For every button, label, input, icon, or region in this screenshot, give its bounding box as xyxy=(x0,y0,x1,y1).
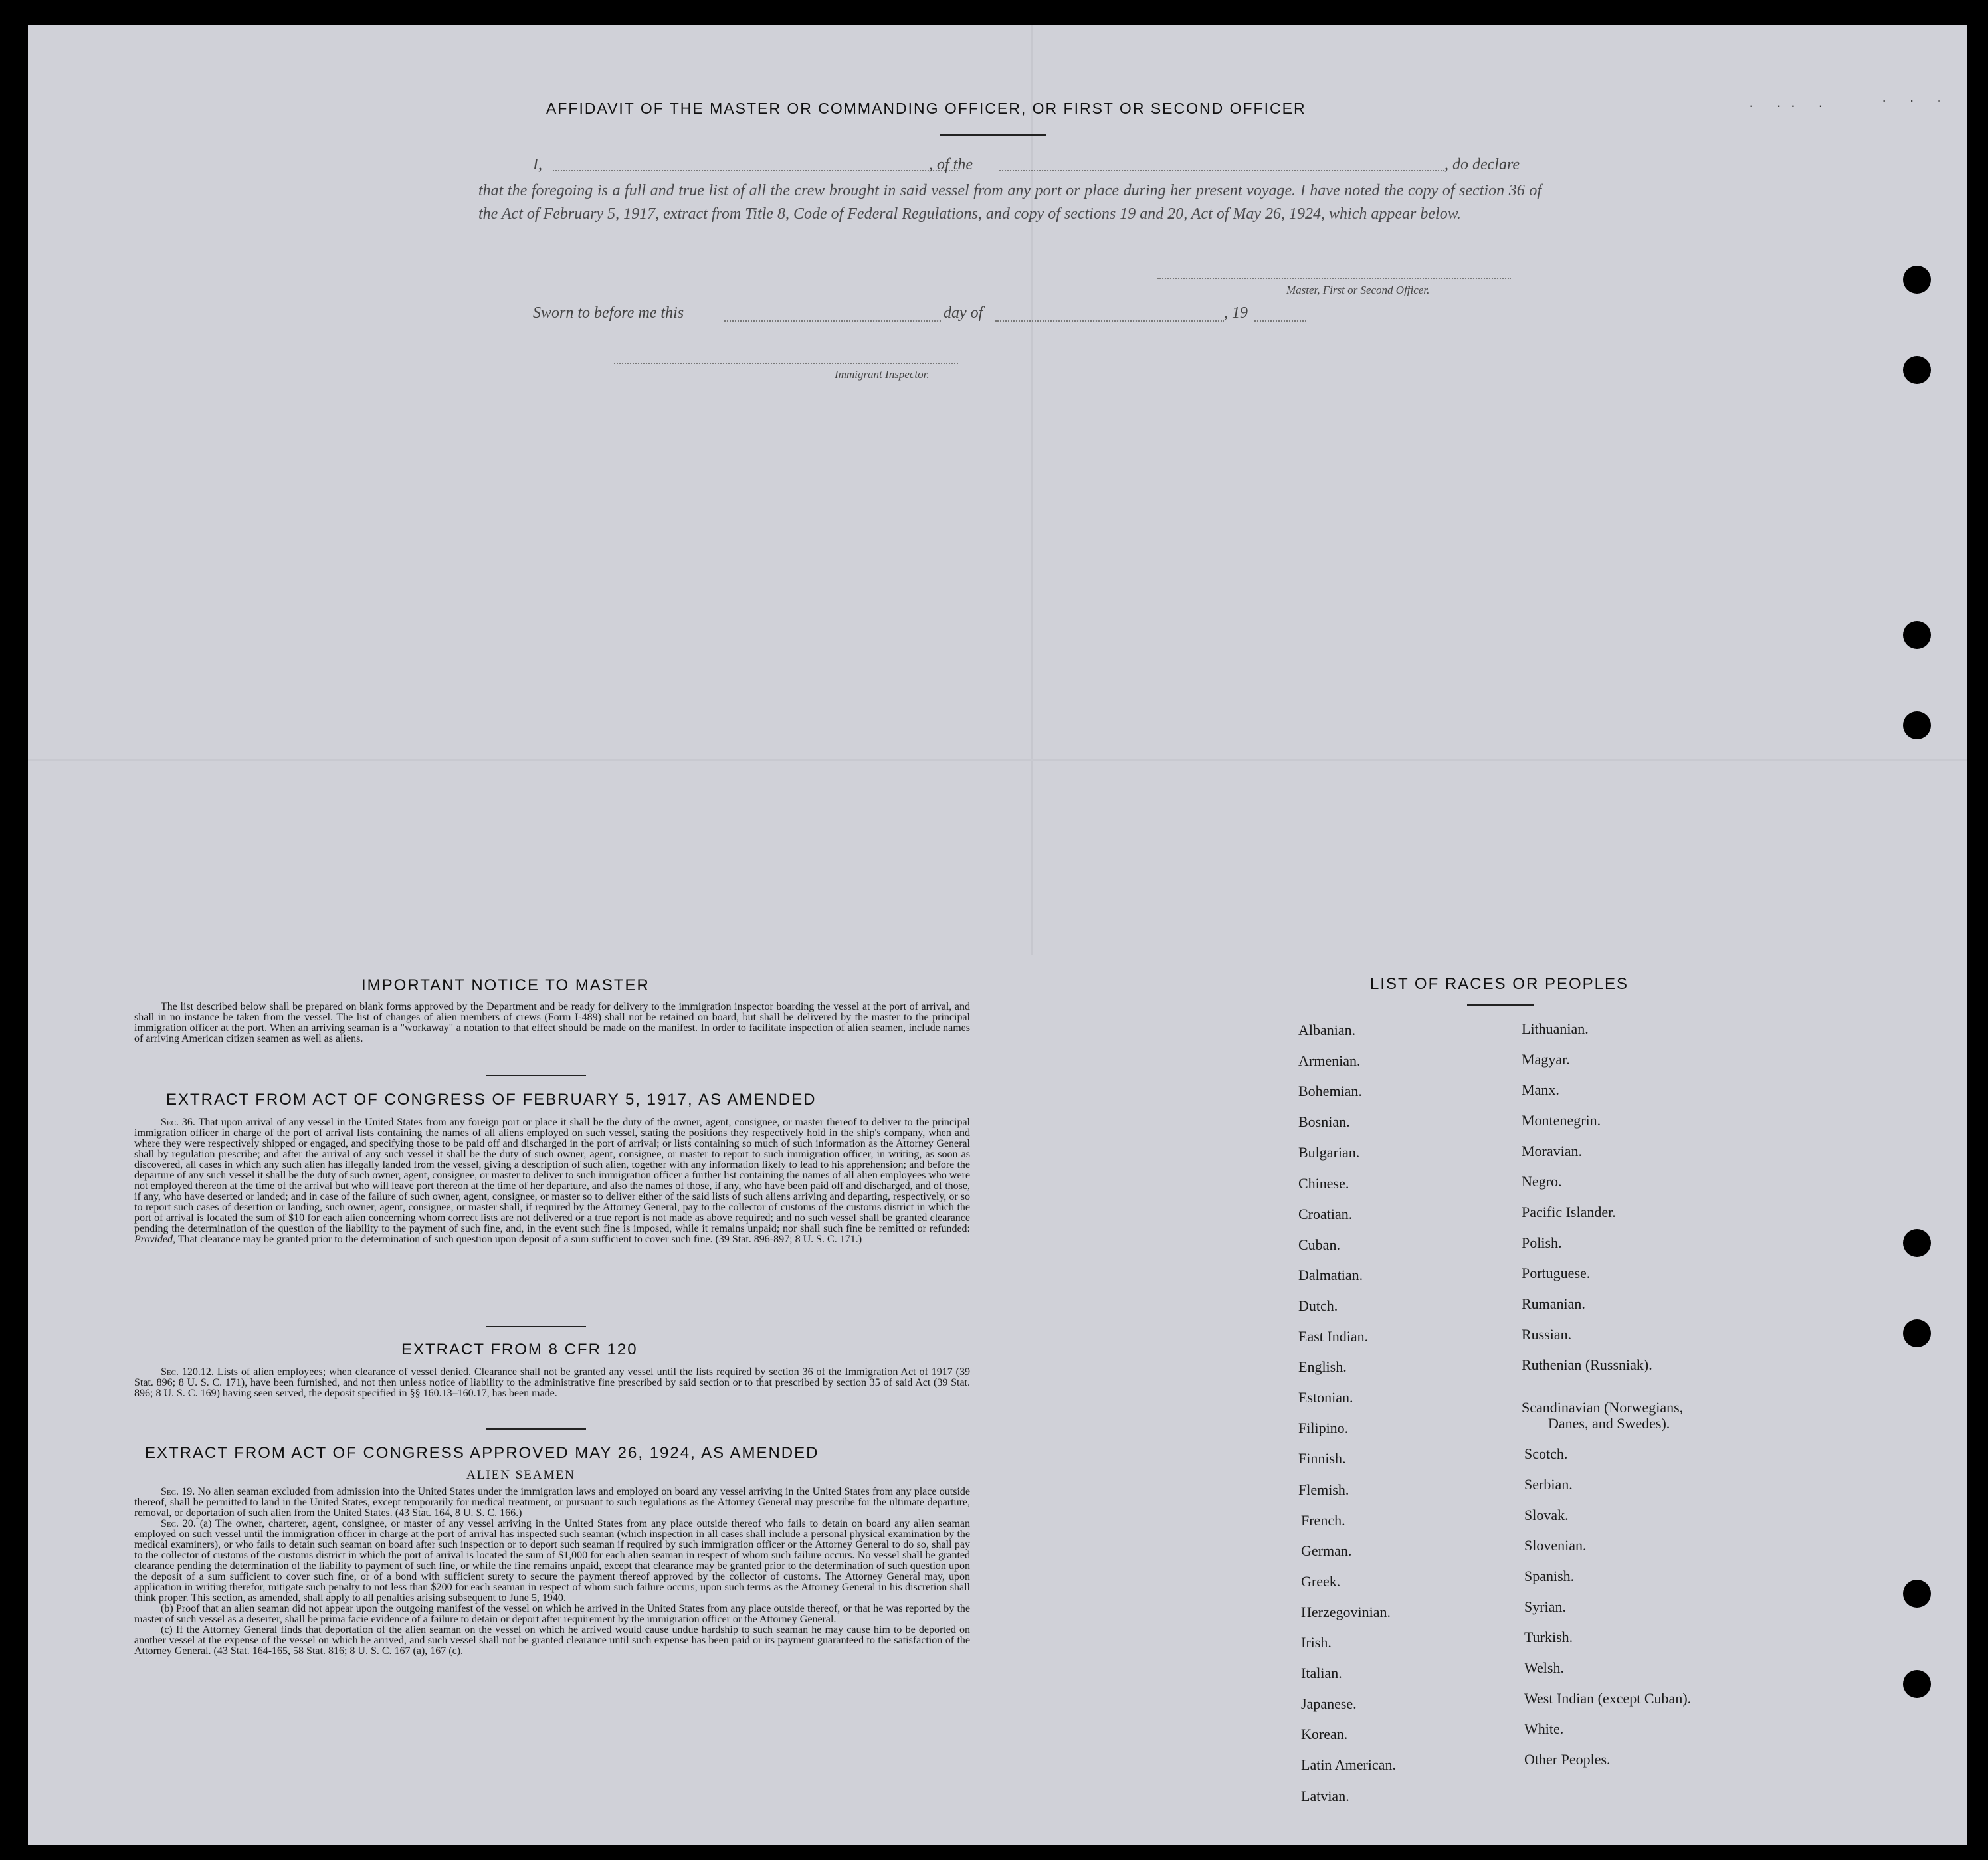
race-item: German. xyxy=(1301,1542,1352,1559)
race-item: White. xyxy=(1524,1720,1564,1737)
sworn-label: Sworn to before me this xyxy=(533,304,684,322)
punch-hole-icon xyxy=(1903,1580,1931,1608)
race-item: Dutch. xyxy=(1298,1297,1338,1314)
race-item: Chinese. xyxy=(1298,1174,1349,1192)
race-item: Russian. xyxy=(1522,1326,1572,1343)
vessel-field[interactable] xyxy=(999,170,1444,171)
race-item: Bohemian. xyxy=(1298,1083,1362,1100)
race-item: Scandinavian (Norwegians, xyxy=(1522,1399,1684,1416)
affidavit-i-label: I, xyxy=(533,156,542,173)
race-item: English. xyxy=(1298,1358,1347,1376)
sworn-month-field[interactable] xyxy=(995,320,1224,322)
race-item: Italian. xyxy=(1301,1665,1342,1682)
affidavit-of-label: , of the xyxy=(929,156,973,173)
race-item: Serbian. xyxy=(1524,1476,1573,1493)
corner-marks: · ·· · xyxy=(1749,97,1833,114)
race-item: Finnish. xyxy=(1298,1450,1346,1467)
race-item: Ruthenian (Russniak). xyxy=(1522,1356,1652,1373)
race-item: Montenegrin. xyxy=(1522,1112,1601,1129)
race-item: Latvian. xyxy=(1301,1787,1349,1804)
affidavit-title: AFFIDAVIT OF THE MASTER OR COMMANDING OFFICER, OR FIRST OR SECOND OFFICER xyxy=(546,100,1306,117)
extract-8cfr-text xyxy=(134,1367,970,1399)
race-item: Korean. xyxy=(1301,1726,1348,1743)
punch-hole-icon xyxy=(1903,266,1931,294)
race-item: Herzegovinian. xyxy=(1301,1603,1391,1620)
affidavit-declare-label: , do declare xyxy=(1444,156,1520,173)
race-item: Croatian. xyxy=(1298,1205,1353,1222)
punch-hole-icon xyxy=(1903,1229,1931,1257)
sec-19-text: No alien seaman excluded from admission into the United States under the immigration laws and employed on board any vessel arriving in the United States from any place outside thereof, shall be permitted to land in the United States, except temporarily for medical treatment, or pursuant to such regulations as the Attorney General may prescribe for the ultimate departure, removal, or deportation of such alien from the United States. (43 Stat. 164, 8 U. S. C. 166.) xyxy=(134,1486,970,1519)
race-item: Filipino. xyxy=(1298,1420,1349,1437)
race-item: Irish. xyxy=(1301,1634,1332,1651)
notice-title: IMPORTANT NOTICE TO MASTER xyxy=(361,976,650,994)
race-item: Pacific Islander. xyxy=(1522,1204,1616,1220)
race-item: Latin American. xyxy=(1301,1756,1396,1774)
race-item: Greek. xyxy=(1301,1572,1341,1590)
name-field[interactable] xyxy=(553,170,958,171)
sworn-day-field[interactable] xyxy=(724,320,941,322)
alien-seamen-subtitle: ALIEN SEAMEN xyxy=(466,1468,575,1482)
notice-text xyxy=(134,1002,970,1044)
year-label: , 19 xyxy=(1224,304,1248,322)
race-item: Portuguese. xyxy=(1522,1265,1591,1281)
punch-hole-icon xyxy=(1903,1319,1931,1347)
race-item: Spanish. xyxy=(1524,1568,1575,1584)
punch-hole-icon xyxy=(1903,621,1931,649)
provided-label: Provided, xyxy=(134,1234,176,1245)
race-item: East Indian. xyxy=(1298,1328,1369,1345)
race-item: Other Peoples. xyxy=(1524,1751,1611,1768)
year-field[interactable] xyxy=(1254,320,1306,322)
race-item: Manx. xyxy=(1522,1081,1559,1098)
affidavit-body: that the foregoing is a full and true list of all the crew brought in said vessel from any port or place during her present voyage. I have noted the copy of section 36 of the Act of February 5, 1917, extract from Title 8, Code of Federal Regulations, and copy of sections 19 and 20, Act of May 26, 1924, which appear below. xyxy=(478,182,1541,223)
race-item: Lithuanian. xyxy=(1522,1020,1589,1037)
extract-8cfr-title: EXTRACT FROM 8 CFR 120 xyxy=(401,1341,638,1358)
race-item: Albanian. xyxy=(1298,1022,1356,1038)
sec-19-label: Sec. 19. xyxy=(161,1486,195,1497)
inspector-signature-field[interactable] xyxy=(614,363,958,364)
sec-20-label: Sec. 20. xyxy=(161,1518,196,1529)
extract-1917-title: EXTRACT FROM ACT OF CONGRESS OF FEBRUARY 5, 1917, AS AMENDED xyxy=(166,1091,817,1109)
race-item: Negro. xyxy=(1522,1173,1562,1190)
race-item: Bosnian. xyxy=(1298,1113,1350,1131)
master-signature-field[interactable] xyxy=(1157,278,1511,279)
punch-hole-icon xyxy=(1903,1670,1931,1698)
corner-marks: · · · xyxy=(1882,92,1951,108)
fold-line xyxy=(1031,25,1033,955)
race-item: Polish. xyxy=(1522,1234,1562,1251)
extract-1924-text xyxy=(134,1487,970,1657)
race-item: Rumanian. xyxy=(1522,1295,1585,1312)
divider xyxy=(486,1075,586,1076)
race-item: Turkish. xyxy=(1524,1629,1573,1645)
divider xyxy=(486,1428,586,1430)
sec-36-label: Sec. 36. xyxy=(161,1117,195,1128)
horizontal-crease xyxy=(28,759,1967,761)
race-item: Magyar. xyxy=(1522,1051,1570,1068)
inspector-label: Immigrant Inspector. xyxy=(835,368,930,381)
races-title: LIST OF RACES OR PEOPLES xyxy=(1370,975,1629,993)
sec-36-text-end: That clearance may be granted prior to the determination of such question upon deposit of a sum sufficient to cover such fine. (39 Stat. 896-897; 8 U. S. C. 171.) xyxy=(177,1234,862,1245)
notice-paragraph: The list described below shall be prepared on blank forms approved by the Department and be ready for delivery to the immigration inspector boarding the vessel at the port of arrival, and shall in no instance be taken from the vessel. The list of changes of alien members of crews (Form I-489) shall not be retained on board, but shall be delivered by the master to the principal immigration officer at the port. When an arriving seaman is a "workaway" a notation to that effect should be made on the manifest. In order to facilitate inspection of alien seamen, include names of arriving American citizen seamen as well as aliens. xyxy=(134,1001,970,1044)
race-item: Armenian. xyxy=(1298,1052,1361,1070)
punch-hole-icon xyxy=(1903,711,1931,739)
races-underline xyxy=(1467,1004,1534,1006)
extract-1917-text xyxy=(134,1117,970,1245)
race-item: Danes, and Swedes). xyxy=(1548,1415,1670,1432)
race-item: West Indian (except Cuban). xyxy=(1524,1690,1692,1707)
master-label: Master, First or Second Officer. xyxy=(1286,284,1430,296)
sec-36-text: That upon arrival of any vessel in the United States from any foreign port or place it shall be the duty of the owner, agent, consignee, or master thereof to deliver to the principal immigration officer in charge of the port of arrival lists containing the names of all aliens employed on such vessel, stating the positions they respectively hold in the ship's company, when and where they were respectively shipped or engaged, and specifying those to be paid off and discharged in the port of arrival; or lists containing so much of such information as the Attorney General shall by regulation prescribe; and after the arrival of any such vessel it shall be the duty of such owner, agent, consignee, or master to report to such immigration officer, in writing, as soon as discovered, all cases in which any such alien has illegally landed from the vessel, giving a description of such alien, together with any information likely to lead to his apprehension; and before the departure of any such vessel it shall be the duty of such owner, agent, consignee, or master to deliver to such immigration officer a further list containing the names of all alien employees who were not employed thereon at the time of the arrival but who will leave port thereon at the time of her departure, and also the names of those, if any, who have been paid off and discharged, and of those, if any, who have deserted or landed; and in case of the failure of such owner, agent, consignee, or master so to deliver either of the said lists of such aliens arriving and departing, respectively, or so to report such cases of desertion or landing, such owner, agent, consignee, or master shall, if required by the Attorney General, pay to the collector of customs of the customs district in which the port of arrival is located the sum of $10 for each alien concerning whom correct lists are not delivered or a true report is not made as above required; and no such vessel shall be granted clearance pending the determination of the question of the liability to the payment of such fine, and, in the event such fine is imposed, while it remains unpaid; nor shall such fine be remitted or refunded: xyxy=(134,1117,970,1234)
race-item: Welsh. xyxy=(1524,1659,1564,1676)
sec-120-text: Lists of alien employees; when clearance of vessel denied. Clearance shall not be granted any vessel until the lists required by section 36 of the Immigration Act of 1917 (39 Stat. 896; 8 U. S. C. 171), have been furnished, and not then unless notice of liability to the administrative fine prescribed by said section or to that prescribed by section 35 of said Act (39 Stat. 896; 8 U. S. C. 169) having seen served, the deposit specified in §§ 160.13–160.17, has been made. xyxy=(134,1366,971,1399)
sec-120-label: Sec. 120.12. xyxy=(161,1366,214,1378)
divider xyxy=(486,1326,586,1327)
document-sheet xyxy=(28,25,1967,1845)
race-item: Slovenian. xyxy=(1524,1537,1587,1554)
title-underline xyxy=(940,134,1046,136)
race-item: Cuban. xyxy=(1298,1236,1340,1253)
extract-1924-title: EXTRACT FROM ACT OF CONGRESS APPROVED MAY 26, 1924, AS AMENDED xyxy=(145,1444,819,1462)
sec-20-c-text: (c) If the Attorney General finds that deportation of the alien seaman on the vessel on which he arrived would cause undue hardship to such seaman he may cause him to be deported on another vessel at the expense of the vessel on which he arrived, and such vessel shall not be granted clearance until such expense has been paid or its payment guaranteed to the satisfaction of the Attorney General. (43 Stat. 164-165, 58 Stat. 816; 8 U. S. C. 167 (a), 167 (c). xyxy=(134,1624,970,1657)
race-item: Moravian. xyxy=(1522,1143,1583,1159)
race-item: Estonian. xyxy=(1298,1389,1353,1406)
race-item: Bulgarian. xyxy=(1298,1144,1360,1161)
race-item: Flemish. xyxy=(1298,1481,1349,1498)
punch-hole-icon xyxy=(1903,356,1931,384)
race-item: Dalmatian. xyxy=(1298,1266,1363,1283)
race-item: Japanese. xyxy=(1301,1695,1357,1713)
sec-20-b-text: (b) Proof that an alien seaman did not appear upon the outgoing manifest of the vessel on which he arrived in the United States from any place outside thereof, or that he was reported by the master of such vessel as a deserter, shall be prima facie evidence of a failure to detain or deport after requirement by the immigration officer or the Attorney General. xyxy=(134,1603,970,1625)
race-item: Syrian. xyxy=(1524,1598,1566,1615)
race-item: Scotch. xyxy=(1524,1445,1568,1462)
day-of-label: day of xyxy=(944,304,983,322)
sec-20-text: (a) The owner, charterer, agent, consignee, or master of any vessel arriving in the United States from any place outside thereof who fails to detain on board any alien seaman employed on such vessel until the immigration officer in charge at the port of arrival has inspected such seaman (which inspection in all cases shall include a personal physical examination by the medical examiners), or who fails to detain such seaman on board after such inspection or to deport such seaman if required by such immigration officer or the Attorney General to do so, shall pay to the collector of customs of the customs district in which the port of arrival is located the sum of $1,000 for each alien seaman in respect of whom such failure occurs. No vessel shall be granted clearance pending the determination of the liability to payment of such fine, or while the fine remains unpaid, except that clearance may be granted prior to the determination of such question upon the deposit of a sum sufficient to cover such fine, or of a bond with sufficient surety to secure the payment thereof approved by the collector of customs. The Attorney General may, upon application in writing therefor, mitigate such penalty to not less than $200 for each seaman in respect of whom such failure occurs, upon such terms as the Attorney General in his discretion shall think proper. This section, as amended, shall apply to all penalties arising subsequent to June 5, 1940. xyxy=(134,1518,970,1604)
race-item: Slovak. xyxy=(1524,1507,1569,1523)
race-item: French. xyxy=(1301,1511,1345,1529)
